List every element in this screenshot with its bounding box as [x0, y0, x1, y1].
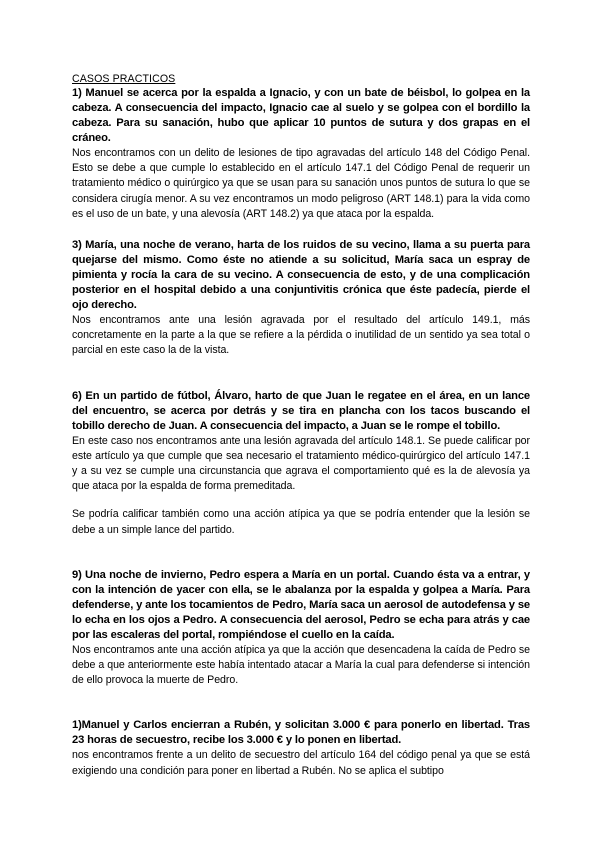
- case-6-answer-extra: Se podría calificar también como una acción atípica ya que se podría entender que la lesión se debe a un simple lance del partido.: [72, 508, 530, 536]
- spacer: [72, 222, 530, 238]
- case-1-question: 1) Manuel se acerca por la espalda a Ignacio, y con un bate de béisbol, lo golpea en la cabeza. A consecuencia del impacto, Ignacio cae al suelo y se golpea con el bordillo la cabeza. Para su sanación, hubo que aplicar 10 puntos de sutura y dos grapas en el cráneo.: [72, 87, 530, 144]
- case-9-question: 9) Una noche de invierno, Pedro espera a María en un portal. Cuando ésta va a entrar, y con la intención de yacer con ella, se le abalanza por la espalda y golpea a María. Para defenderse, y ante los tocamientos de Pedro, María saca un aerosol de autodefensa y se lo echa en los ojos a Pedro. A consecuencia del aerosol, Pedro se echa para atrás y cae por las escaleras del portal, rompiéndose el cuello en la caída.: [72, 568, 530, 641]
- case-3-answer: Nos encontramos ante una lesión agravada por el resultado del artículo 149.1, más concretamente en la parte a la que se refiere a la pérdida o inutilidad de un sentido ya sea total o parcial en este caso la de la vista.: [72, 314, 530, 357]
- case-3-question: 3) María, una noche de verano, harta de los ruidos de su vecino, llama a su puerta para quejarse del mismo. Como éste no atiende a su solicitud, María saca un espray de pimienta y rocía la cara de su vecino. A consecuencia de esto, y de una complicación posterior en el hospital debido a una conjuntivitis crónica que éste padecía, pierde el ojo derecho.: [72, 239, 530, 312]
- case-9-answer: Nos encontramos ante una acción atípica ya que la acción que desencadena la caída de Pedro se debe a que anteriormente este había intentado atacar a María la cual para defenderse si intención de ello provoca la muerte de Pedro.: [72, 643, 530, 687]
- case-6-answer: En este caso nos encontramos ante una lesión agravada del artículo 148.1. Se puede calificar por este artículo ya que cumple que sea necesario el tratamiento médico-quirúrgico del artículo 147.1 y a su vez se cumple una circunstancia que agrava el comportamiento qué es la de alevosía ya que ataca por la espalda de forma premeditada.: [72, 434, 530, 493]
- case-kidnap-question: 1)Manuel y Carlos encierran a Rubén, y solicitan 3.000 € para ponerlo en libertad. Tras 23 horas de secuestro, recibe los 3.000 € y lo ponen en libertad.: [72, 719, 530, 747]
- case-1-answer: Nos encontramos con un delito de lesiones de tipo agravadas del artículo 148 del Código Penal. Esto se debe a que cumple lo establecido en el artículo 147.1 del Código Penal de requerir un tratamiento médico o quirúrgico ya que se usan para su sanación unos puntos de sutura lo que se considera cirugía menor. A su vez encontramos un modo peligroso (ART 148.1) para la vida como es el uso de un bate, y una alevosía (ART 148.2) ya que ataca por la espalda.: [72, 147, 530, 220]
- document-title: CASOS PRACTICOS: [72, 73, 176, 85]
- case-6-question: 6) En un partido de fútbol, Álvaro, harto de que Juan le regatee en el área, en un lance del encuentro, se acerca por detrás y se tira en plancha con los tacos buscando el tobillo derecho de Juan. A consecuencia del impacto, a Juan se le rompe el tobillo.: [72, 389, 530, 432]
- case-kidnap-answer: nos encontramos frente a un delito de secuestro del artículo 164 del código penal ya que se está exigiendo una condición para poner en libertad a Rubén. No se aplica el subtipo: [72, 749, 530, 777]
- document-body: [72, 73, 530, 779]
- spacer: [72, 688, 530, 718]
- spacer: [72, 538, 530, 568]
- spacer: [72, 494, 530, 507]
- spacer: [72, 359, 530, 389]
